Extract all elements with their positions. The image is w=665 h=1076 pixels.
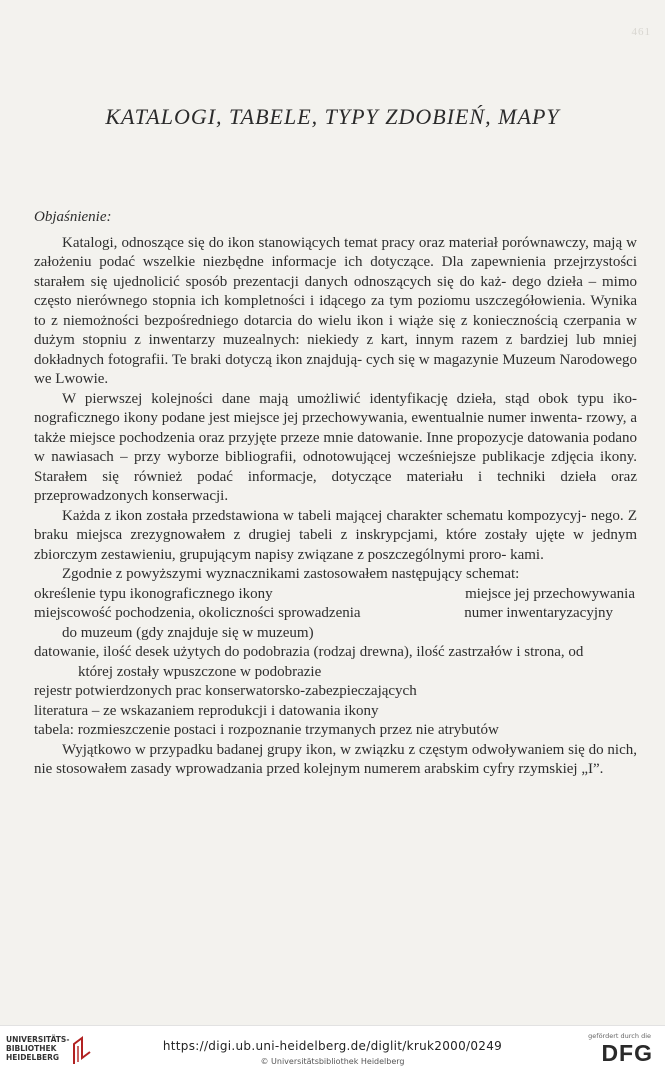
dfg-logo[interactable]: DFG — [601, 1040, 653, 1066]
paragraph-2 — [34, 390, 637, 507]
text-line: cych się w magazynie Muzeum Narodowego we Lwowie. — [34, 351, 638, 387]
page-corner-number: 461 — [631, 26, 651, 38]
library-logo-line: UNIVERSITÄTS- — [6, 1035, 70, 1044]
text-line: rzymskiej „I”. — [518, 761, 604, 777]
text-line: W pierwszej kolejności dane mają umożliwić identyfikację dzieła, stąd obok typu iko- — [62, 390, 637, 407]
text-line: publikacje zdjęcia ikony. Starałem się również podać informacje, dotyczące materiału — [34, 449, 638, 485]
paragraph-4 — [34, 741, 637, 780]
paragraph-1 — [34, 234, 637, 390]
text-line: Wyjątkowo w przypadku badanej grupy ikon, w związku z częstym odwoływaniem się — [62, 741, 585, 758]
text-line: Katalogi, odnoszące się do ikon stanowiących temat pracy oraz materiał porównawczy, — [62, 234, 589, 251]
text-line: innym razem z bardziej lub mniej dokładnych fotografii. Te braki dotyczą ikon znajdują- — [34, 332, 637, 368]
schema-row — [34, 585, 637, 605]
schema-intro: Zgodnie z powyższymi wyznacznikami zastosowałem następujący schemat: — [62, 566, 520, 582]
schema-row: literatura – ze wskazaniem reprodukcji i datowania ikony — [34, 702, 379, 719]
document-url-link[interactable]: https://digi.ub.uni-heidelberg.de/diglit/kruk2000/0249 — [162, 1039, 503, 1053]
page-title: KATALOGI, TABELE, TYPY ZDOBIEŃ, MAPY — [105, 104, 560, 129]
text-line: uszczegółowienia. Wynika to z niemożności bezpośredniego dotarcia do wielu ikon i wiąże — [34, 293, 638, 329]
library-logo-line: BIBLIOTHEK — [6, 1044, 57, 1053]
schema-item: numer inwentaryzacyjny — [464, 605, 613, 621]
schema-item: określenie typu ikonograficznego ikony — [34, 585, 273, 602]
text-line: i techniki dzieła oraz przeprowadzonych konserwacji. — [34, 468, 637, 504]
text-line: kami. — [510, 546, 544, 563]
text-line: nego. Z braku miejsca zrezygnowałem z drugiej tabeli z inskrypcjami, które zostały ujęte — [34, 507, 638, 543]
funding-note: gefördert durch die — [588, 1032, 651, 1040]
page-body — [34, 208, 637, 780]
text-line: datowania podano w nawiasach – przy wyborze bibliografii, odnotowującej wcześniejsze — [34, 429, 637, 465]
schema-row: datowanie, ilość desek użytych do podobrazia (rodzaj drewna), ilość zastrzałów i strona, od — [34, 644, 584, 660]
text-line: nograficznego ikony podane jest miejsce jej przechowywania, ewentualnie numer inwenta- — [34, 410, 583, 426]
text-line: dego dzieła – mimo często nierównego stopnia ich kompletności i idącego za tym poziomu — [34, 273, 637, 309]
text-line: mają w założeniu podać wszelkie niezbędne informacje ich dotyczące. Dla zapewnienia — [34, 234, 638, 270]
text-line: przejrzystości starałem się ujednolicić sposób prezentacji danych odnoszących się do każ- — [34, 254, 638, 290]
text-line: do nich, nie stosowałem zasady wprowadzania przed kolejnym numerem arabskim cyfry — [34, 741, 637, 777]
schema-row: tabela: rozmieszczenie postaci i rozpoznanie trzymanych przez nie atrybutów — [34, 722, 499, 738]
schema-item: miejscowość pochodzenia, okoliczności sprowadzenia — [34, 605, 361, 621]
schema-row — [34, 604, 637, 624]
text-line: rzowy, a także miejsce pochodzenia oraz przyjęte przeze mnie datowanie. Inne propozycje — [34, 410, 638, 446]
library-logo-line: HEIDELBERG — [6, 1053, 60, 1062]
schema-item: miejsce jej przechowywania — [465, 585, 635, 602]
text-line: się z koniecznością czerpania w dużym stopniu z inwentarzy muzealnych: niekiedy z kart, — [34, 312, 637, 348]
paragraph-3 — [34, 507, 637, 566]
copyright-text: © Universitätsbibliothek Heidelberg — [260, 1057, 405, 1066]
text-line: w jednym zbiorczym zestawieniu, grupującym napisy związane z poszczególnymi proro- — [34, 527, 637, 563]
viewer-footer — [0, 1025, 665, 1076]
section-label: Objaśnienie: — [34, 209, 112, 225]
text-line: Każda z ikon została przedstawiona w tabeli mającej charakter schematu kompozycyj- — [62, 507, 587, 524]
schema-row: rejestr potwierdzonych prac konserwatorsko-zabezpieczających — [34, 683, 417, 699]
schema-row: której zostały wpuszczone w podobrazie — [78, 663, 322, 680]
schema-row: do muzeum (gdy znajduje się w muzeum) — [62, 624, 314, 641]
